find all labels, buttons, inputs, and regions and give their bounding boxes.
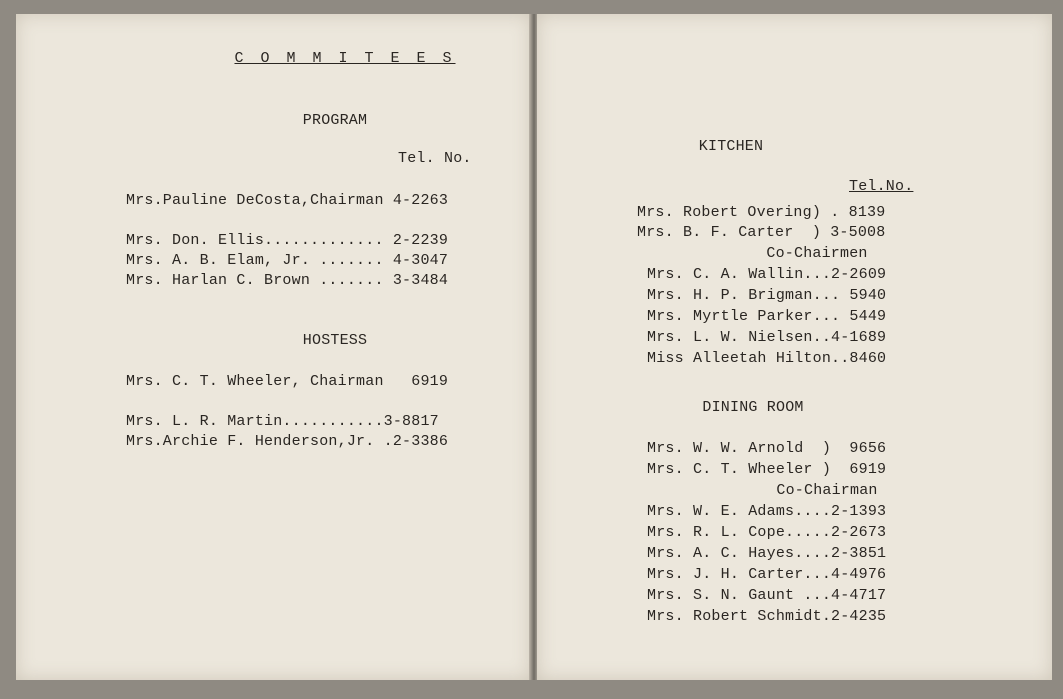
program-heading: PROGRAM [302, 112, 368, 129]
kitchen-member: Mrs. L. W. Nielsen..4-1689 [647, 329, 887, 346]
program-chairman: Mrs.Pauline DeCosta,Chairman 4-2263 [126, 192, 449, 209]
hostess-heading: HOSTESS [302, 332, 368, 349]
dining-cochair: Mrs. C. T. Wheeler ) 6919 [647, 461, 887, 478]
kitchen-heading: KITCHEN [698, 138, 764, 155]
right-page [537, 14, 1052, 680]
dining-member: Mrs. J. H. Carter...4-4976 [647, 566, 887, 583]
program-tel-header: Tel. No. [398, 150, 472, 167]
kitchen-member: Mrs. C. A. Wallin...2-2609 [647, 266, 887, 283]
dining-member: Mrs. W. E. Adams....2-1393 [647, 503, 887, 520]
kitchen-tel-header: Tel.No. [849, 178, 914, 195]
left-page [16, 14, 531, 680]
dining-heading: DINING ROOM [702, 399, 804, 416]
program-member: Mrs. Harlan C. Brown ....... 3-3484 [126, 272, 449, 289]
dining-cochair: Mrs. W. W. Arnold ) 9656 [647, 440, 887, 457]
dining-member: Mrs. Robert Schmidt.2-4235 [647, 608, 887, 625]
program-member: Mrs. A. B. Elam, Jr. ....... 4-3047 [126, 252, 449, 269]
dining-member: Mrs. S. N. Gaunt ...4-4717 [647, 587, 887, 604]
kitchen-member: Mrs. Myrtle Parker... 5449 [647, 308, 887, 325]
kitchen-cochair: Mrs. Robert Overing) . 8139 [637, 204, 886, 221]
kitchen-cochair-label: Co-Chairmen [766, 245, 868, 262]
kitchen-cochair: Mrs. B. F. Carter ) 3-5008 [637, 224, 886, 241]
dining-member: Mrs. R. L. Cope.....2-2673 [647, 524, 887, 541]
program-member: Mrs. Don. Ellis............. 2-2239 [126, 232, 449, 249]
hostess-member: Mrs.Archie F. Henderson,Jr. .2-3386 [126, 433, 449, 450]
page-title: C O M M I T E E S [234, 50, 456, 67]
kitchen-member: Miss Alleetah Hilton..8460 [647, 350, 887, 367]
dining-cochair-label: Co-Chairman [776, 482, 878, 499]
kitchen-member: Mrs. H. P. Brigman... 5940 [647, 287, 887, 304]
hostess-member: Mrs. L. R. Martin...........3-8817 [126, 413, 439, 430]
dining-member: Mrs. A. C. Hayes....2-3851 [647, 545, 887, 562]
hostess-chairman: Mrs. C. T. Wheeler, Chairman 6919 [126, 373, 449, 390]
